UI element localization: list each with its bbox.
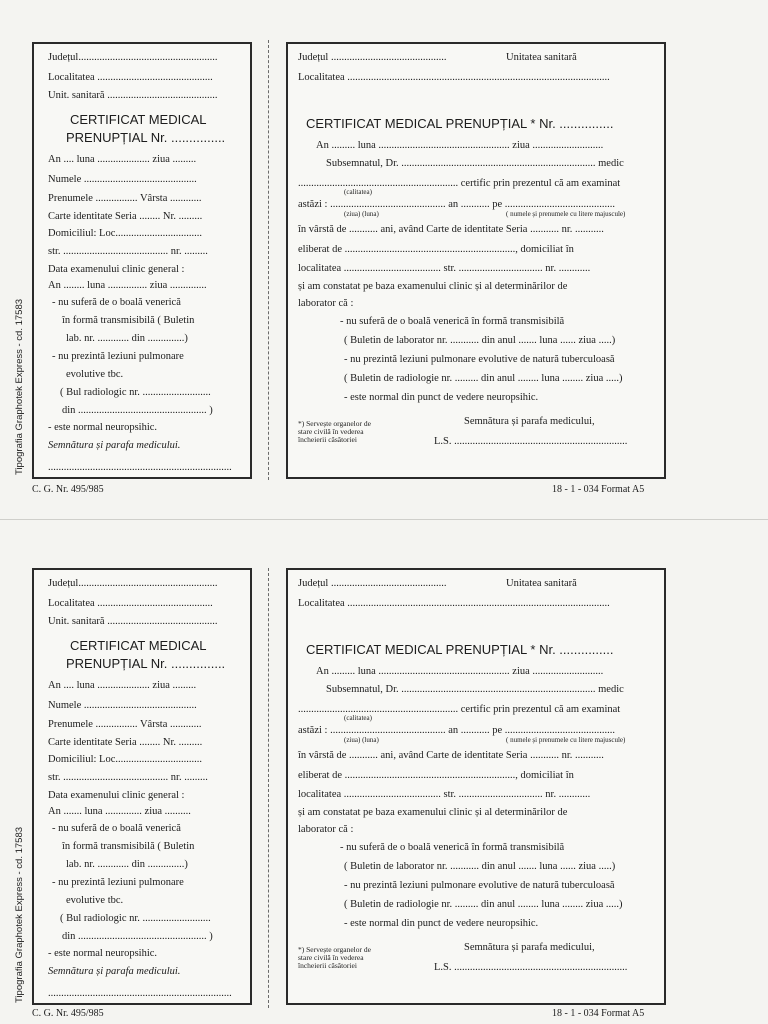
main-unitatea: Unitatea sanitară (506, 578, 577, 589)
stub-title-line1: CERTIFICAT MEDICAL (70, 638, 207, 653)
main-eliberat: eliberat de ................................................................., domiciliat în (298, 244, 574, 255)
main-certific: ............................................................. certific prin prezentul că am examinat (298, 178, 621, 189)
stub-form-bottom (32, 568, 252, 1005)
stub-unit-sanitara: Unit. sanitară .......................................... (48, 616, 218, 627)
stub-radiologic-din: din ................................................. ) (62, 931, 213, 942)
stub-radiologic: ( Bul radiologic nr. .......................... (60, 913, 211, 924)
main-subsemnatul: Subsemnatul, Dr. .......................................................................... medic (326, 158, 624, 169)
stub-boala: - nu suferă de o boală venerică (52, 823, 181, 834)
main-buletin-laborator: ( Buletin de laborator nr. ........... din anul ....... luna ...... ziua .....) (344, 861, 616, 872)
main-form-top (286, 42, 666, 479)
main-ls: L.S. .................................................................. (434, 962, 628, 973)
stub-judetul: Județul..................................................... (48, 52, 218, 63)
format-code-top: 18 - 1 - 034 Format A5 (552, 484, 645, 495)
main-neuropsihic: - este normal din punct de vedere neuropsihic. (344, 392, 539, 403)
main-ziua-luna: (ziua) (luna) (344, 210, 379, 218)
main-an: An ......... luna .................................................. ziua ........................... (316, 666, 604, 677)
main-footnote-1: *) Servește organelor de (298, 419, 371, 428)
main-certific: ............................................................. certific prin prezentul că am examinat (298, 704, 621, 715)
perforation-line-top (268, 40, 269, 480)
stub-an: An .... luna .................... ziua ......... (48, 680, 197, 691)
main-localitatea: Localitatea .................................................................................................... (298, 72, 610, 83)
stub-boala: - nu suferă de o boală venerică (52, 297, 181, 308)
stub-unit-sanitara: Unit. sanitară .......................................... (48, 90, 218, 101)
main-title: CERTIFICAT MEDICAL PRENUPȚIAL * Nr. ............... (306, 642, 614, 657)
main-judetul: Județul ............................................ (298, 52, 447, 63)
main-constatat: și am constatat pe baza examenului clinic și al determinărilor de (298, 807, 568, 818)
stub-str: str. ........................................ nr. ......... (48, 772, 208, 783)
main-semnatura: Semnătura și parafa medicului, (464, 942, 595, 953)
stub-prenumele: Prenumele ................ Vârsta ............ (48, 719, 202, 730)
stub-an-exam: An ........ luna ............... ziua .............. (48, 280, 207, 291)
stub-title-line2: PRENUPȚIAL Nr. ............... (66, 130, 226, 145)
main-varsta: în vârstă de ........... ani, având Carte de identitate Seria ........... nr. ........... (298, 750, 604, 761)
main-buletin-laborator: ( Buletin de laborator nr. ........... din anul ....... luna ...... ziua .....) (344, 335, 616, 346)
stub-semnatura: Semnătura și parafa medicului. (48, 440, 181, 451)
main-numele-note: ( numele și prenumele cu litere majuscule) (506, 210, 626, 218)
stub-prenumele: Prenumele ................ Vârsta ............ (48, 193, 202, 204)
main-laborator: laborator că : (298, 824, 354, 835)
main-eliberat: eliberat de ................................................................., domiciliat în (298, 770, 574, 781)
stub-leziuni-tbc: evolutive tbc. (66, 895, 124, 906)
stub-signature-line: ...................................................................... (48, 462, 232, 473)
stub-form-top (32, 42, 252, 479)
form-code-top: C. G. Nr. 495/985 (32, 484, 104, 495)
stub-leziuni: - nu prezintă leziuni pulmonare (52, 877, 184, 888)
main-semnatura: Semnătura și parafa medicului, (464, 416, 595, 427)
main-footnote-2: stare civilă în vederea (298, 427, 364, 436)
stub-numele: Numele ........................................... (48, 700, 197, 711)
stub-domiciliul: Domiciliul: Loc................................. (48, 228, 202, 239)
main-constatat: și am constatat pe baza examenului clinic și al determinărilor de (298, 281, 568, 292)
main-subsemnatul: Subsemnatul, Dr. .......................................................................... medic (326, 684, 624, 695)
printer-note-bottom: Tipografia Graphotek Express - cd. 17583 (14, 826, 25, 1003)
main-judetul: Județul ............................................ (298, 578, 447, 589)
page-separator (0, 519, 768, 520)
main-calitatea: (calitatea) (344, 714, 372, 722)
main-astazi: astăzi : ............................................ an ........... pe .......................................... (298, 199, 616, 210)
stub-an: An .... luna .................... ziua ......... (48, 154, 197, 165)
stub-localitatea: Localitatea ............................................ (48, 72, 213, 83)
main-an: An ......... luna .................................................. ziua ........................... (316, 140, 604, 151)
stub-localitatea: Localitatea ............................................ (48, 598, 213, 609)
stub-data-exam: Data examenului clinic general : (48, 790, 185, 801)
stub-title-line2: PRENUPȚIAL Nr. ............... (66, 656, 226, 671)
stub-neuropsihic: - este normal neuropsihic. (48, 422, 158, 433)
main-calitatea: (calitatea) (344, 188, 372, 196)
main-unitatea: Unitatea sanitară (506, 52, 577, 63)
main-boala: - nu suferă de o boală venerică în formă transmisibilă (340, 316, 565, 327)
main-footnote-1: *) Servește organelor de (298, 945, 371, 954)
stub-boala-buletin: în formă transmisibilă ( Buletin (62, 315, 195, 326)
format-code-bottom: 18 - 1 - 034 Format A5 (552, 1008, 645, 1019)
stub-an-exam: An ....... luna .............. ziua .......... (48, 806, 191, 817)
stub-boala-lab: lab. nr. ............ din ..............) (66, 859, 188, 870)
main-footnote-2: stare civilă în vederea (298, 953, 364, 962)
main-footnote-3: încheierii căsătoriei (298, 435, 357, 444)
perforation-line-bottom (268, 568, 269, 1008)
main-leziuni: - nu prezintă leziuni pulmonare evolutive de natură tuberculoasă (344, 880, 615, 891)
main-ls: L.S. .................................................................. (434, 436, 628, 447)
stub-boala-lab: lab. nr. ............ din ..............) (66, 333, 188, 344)
stub-leziuni-tbc: evolutive tbc. (66, 369, 124, 380)
main-title: CERTIFICAT MEDICAL PRENUPȚIAL * Nr. ............... (306, 116, 614, 131)
stub-carte: Carte identitate Seria ........ Nr. ......... (48, 211, 203, 222)
main-varsta: în vârstă de ........... ani, având Carte de identitate Seria ........... nr. ........... (298, 224, 604, 235)
stub-semnatura: Semnătura și parafa medicului. (48, 966, 181, 977)
main-buletin-radiologie: ( Buletin de radiologie nr. ......... din anul ........ luna ........ ziua .....) (344, 373, 623, 384)
stub-data-exam: Data examenului clinic general : (48, 264, 185, 275)
stub-domiciliul: Domiciliul: Loc................................. (48, 754, 202, 765)
form-code-bottom: C. G. Nr. 495/985 (32, 1008, 104, 1019)
stub-radiologic: ( Bul radiologic nr. .......................... (60, 387, 211, 398)
main-localitatea-str: localitatea ..................................... str. ................................ nr. ............ (298, 789, 591, 800)
printer-note-top: Tipografia Graphotek Express - cd. 17583 (14, 298, 25, 475)
stub-judetul: Județul..................................................... (48, 578, 218, 589)
main-boala: - nu suferă de o boală venerică în formă transmisibilă (340, 842, 565, 853)
main-neuropsihic: - este normal din punct de vedere neuropsihic. (344, 918, 539, 929)
stub-signature-line: ...................................................................... (48, 988, 232, 999)
main-form-bottom (286, 568, 666, 1005)
main-localitatea: Localitatea .................................................................................................... (298, 598, 610, 609)
stub-title-line1: CERTIFICAT MEDICAL (70, 112, 207, 127)
main-astazi: astăzi : ............................................ an ........... pe .......................................... (298, 725, 616, 736)
stub-neuropsihic: - este normal neuropsihic. (48, 948, 158, 959)
main-localitatea-str: localitatea ..................................... str. ................................ nr. ............ (298, 263, 591, 274)
stub-leziuni: - nu prezintă leziuni pulmonare (52, 351, 184, 362)
main-numele-note: ( numele și prenumele cu litere majuscule) (506, 736, 626, 744)
main-ziua-luna: (ziua) (luna) (344, 736, 379, 744)
stub-radiologic-din: din ................................................. ) (62, 405, 213, 416)
main-buletin-radiologie: ( Buletin de radiologie nr. ......... din anul ........ luna ........ ziua .....) (344, 899, 623, 910)
main-laborator: laborator că : (298, 298, 354, 309)
stub-str: str. ........................................ nr. ......... (48, 246, 208, 257)
stub-boala-buletin: în formă transmisibilă ( Buletin (62, 841, 195, 852)
stub-carte: Carte identitate Seria ........ Nr. ......... (48, 737, 203, 748)
main-leziuni: - nu prezintă leziuni pulmonare evolutive de natură tuberculoasă (344, 354, 615, 365)
stub-numele: Numele ........................................... (48, 174, 197, 185)
main-footnote-3: încheierii căsătoriei (298, 961, 357, 970)
